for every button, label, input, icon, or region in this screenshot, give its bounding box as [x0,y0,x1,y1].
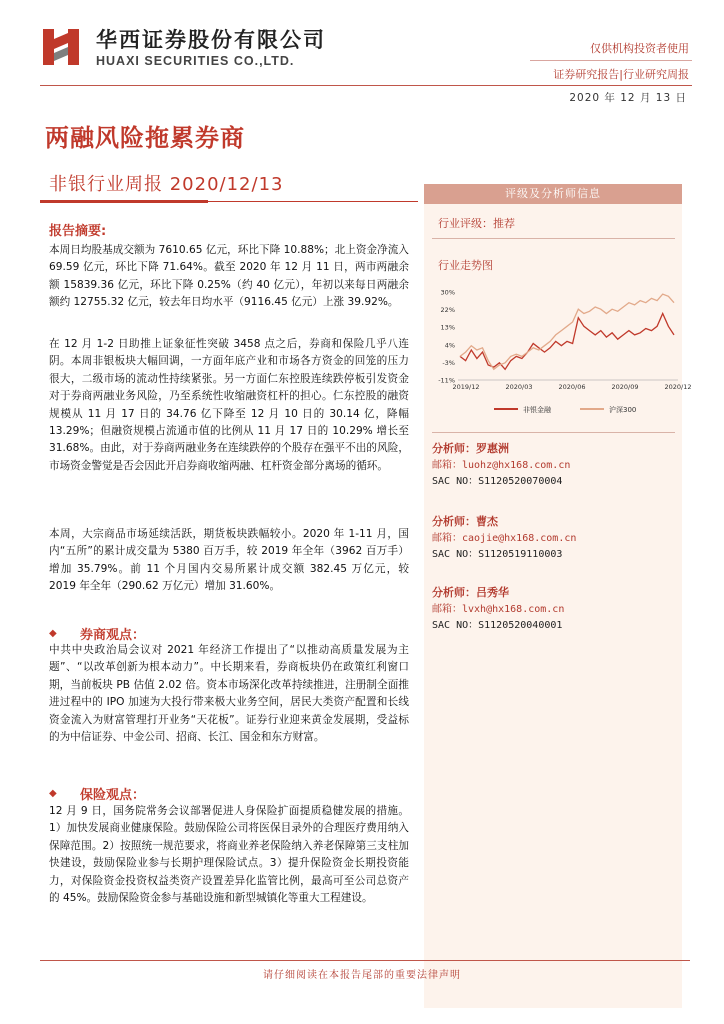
panel-header: 评级及分析师信息 [424,184,682,204]
y-tick-label: 30% [440,288,455,297]
analyst-1-sac: SAC NO：S1120520070004 [432,476,563,487]
analyst-3-sac: SAC NO：S1120520040001 [432,620,563,631]
analyst-1-name: 分析师：罗惠洲 [432,442,509,455]
analyst-3-email[interactable]: 邮箱：lvxh@hx168.com.cn [432,604,565,615]
industry-trend-chart [428,284,692,420]
header-rule [40,85,692,86]
y-tick-label: 4% [444,341,455,350]
summary-para-3: 本周，大宗商品市场延续活跃，期货板块跌幅较小。2020 年 1-11 月，国内“五所”的累计成交量为 5380 百万手，较 2019 年全年（3962 百万手）增加 35.79%。前 11 个月国内交易所累计成交额 382.45 万亿元，较 2019 年全年（290.62 万亿元）增加 31.60%。 [49,528,409,593]
brokers-text: 中共中央政治局会议对 2021 年经济工作提出了“以推动高质量发展为主题”、“以改革创新为根本动力”。中长期来看，券商板块仍在政策红利窗口期，当前板块 PB 估值 2.02 倍。资本市场深化改革持续推进，注册制全面推进过程中的 IPO 加速为大投行带来极大业务空间，居民大类资产配置和长线资金流入为财富管理打开业务“天花板”。证券行业迎来黄金发展期，受益标的为中信证券、中金公司、招商、长江、国金和东方财富。 [49,644,409,744]
header-divider [530,60,692,61]
company-name-cn: 华西证券股份有限公司 [96,27,326,52]
analyst-3-name: 分析师：吕秀华 [432,586,509,599]
y-tick-label: 22% [440,306,455,315]
bullet-icon: ◆ [49,788,57,799]
summary-para-2: 在 12 月 1-2 日助推上证象征性突破 3458 点之后，券商和保险几乎八连阴。本周非银板块大幅回调，一方面年底产业和市场各方资金的回笼的压力很大，二级市场的流动性持续紧张。另一方面仁东控股连续跌停板引发资金对于券商两融业务风险，乃至系统性收缩融资杠杆的担心。仁东控股的融资规模从 11 月 17 日的 34.76 亿下降至 12 月 10 日的 30.14 亿，降幅 13.29%；但融资规模占流通市值的比例从 11 月 17 日的 10.29% 增长至 31.68%。由此，对于券商两融业务在连续跌停的个股存在强平不出的风险，市场资金警觉是否会因此开启券商收缩两融、杠杆资金部分离场的循环。 [49,338,409,472]
insurance-heading: 保险观点： [80,788,146,803]
x-tick-label: 2020/06 [558,383,586,391]
analyst-2-sac: SAC NO：S1120519110003 [432,549,563,560]
analyst-2-email[interactable]: 邮箱：caojie@hx168.com.cn [432,533,577,544]
subtitle-underline [40,200,208,203]
trend-label: 行业走势图 [438,259,493,272]
x-tick-label: 2020/12 [664,383,692,391]
industry-rating: 行业评级：推荐 [438,217,515,230]
audience-note: 仅供机构投资者使用 [590,42,689,55]
y-tick-label: -3% [442,358,455,367]
company-name-en: HUAXI SECURITIES CO.,LTD. [96,54,295,68]
x-tick-label: 2019/12 [452,383,480,391]
footer-rule [40,960,690,961]
bullet-icon: ◆ [49,628,57,639]
panel-divider [432,432,675,433]
insurance-text: 12 月 9 日，国务院常务会议部署促进人身保险扩面提质稳健发展的措施。1）加快发展商业健康保险。鼓励保险公司将医保目录外的合理医疗费用纳入保障范围。2）按照统一规范要求，将商业养老保险纳入养老保障第三支柱加快建设，鼓励保险业参与长期护理保险试点。3）提升保险资金长期投资能力，对保险资金投资权益类资产设置差异化监管比例，最高可至公司总资产的 45%。鼓励保险资金参与基础设施和新型城镇化等重大工程建设。 [49,805,409,905]
x-tick-label: 2020/03 [505,383,533,391]
report-type: 证券研究报告|行业研究周报 [553,68,689,81]
x-tick-label: 2020/09 [611,383,639,391]
legal-footer: 请仔细阅读在本报告尾部的重要法律声明 [263,970,461,981]
huaxi-logo-icon [43,25,79,67]
panel-divider [432,238,675,239]
analyst-2-name: 分析师：曹杰 [432,515,498,528]
y-tick-label: 13% [440,323,455,332]
report-date: 2020 年 12 月 13 日 [569,92,687,104]
summary-heading: 报告摘要: [49,224,107,239]
report-subtitle: 非银行业周报 2020/12/13 [49,174,284,195]
report-title: 两融风险拖累券商 [45,123,245,152]
summary-para-1: 本周日均股基成交额为 7610.65 亿元，环比下降 10.88%；北上资金净流入 69.59 亿元，环比下降 71.64%。截至 2020 年 12 月 11 日，两市两融余额 15839.36 亿元，环比下降 0.25%（约 40 亿元），年初以来每日两融余额约 12755.32 亿元，较去年日均水平（9116.45 亿元）上涨 39.92%。 [49,244,409,309]
subtitle-underline-thin [208,201,418,202]
analyst-1-email[interactable]: 邮箱：luohz@hx168.com.cn [432,460,571,471]
legend-label-series-2: 沪深300 [609,406,637,414]
y-tick-label: -11% [438,376,455,385]
brokers-heading: 券商观点： [80,628,146,643]
legend-label-series-1: 非银金融 [523,406,551,414]
series-line-1 [460,314,674,370]
